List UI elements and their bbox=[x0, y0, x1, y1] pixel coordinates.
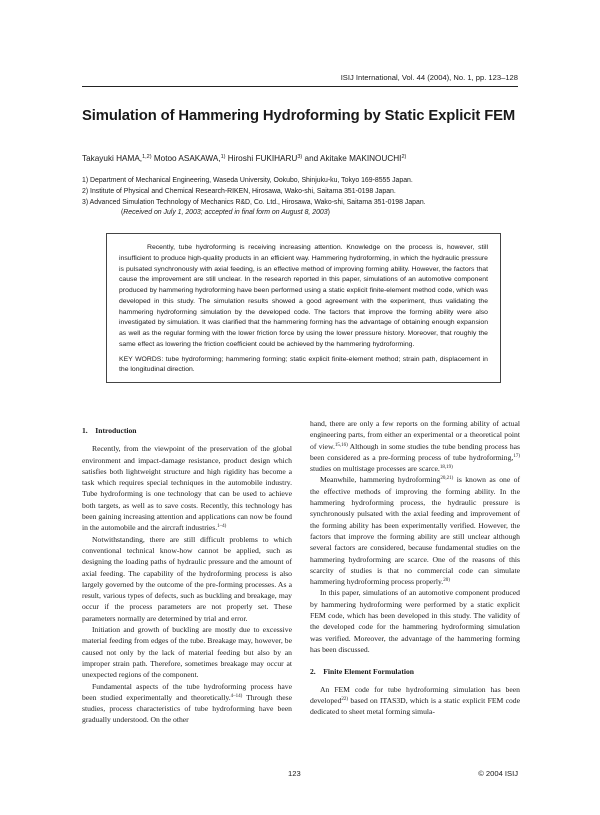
affiliation-line: 2) Institute of Physical and Chemical Research-RIKEN, Hirosawa, Wako-shi, Saitama 351-0198 Japan. bbox=[82, 188, 396, 196]
affiliation-line: 1) Department of Mechanical Engineering, Waseda University, Ookubo, Shinjuku-ku, Tokyo 169-8555 Japan. bbox=[82, 177, 413, 184]
citation-ref: 4–14) bbox=[230, 693, 243, 699]
paragraph-text: hand, there are only a few reports on the forming ability of actual engineering parts, from either an experimental or a theoretical point of view. bbox=[310, 419, 520, 451]
paper-title: Simulation of Hammering Hydroforming by Static Explicit FEM bbox=[82, 108, 516, 124]
body-paragraph bbox=[82, 681, 292, 726]
keywords-text: KEY WORDS: tube hydroforming; hammering forming; static explicit finite-element method; strain path, displacement in the longitudinal direction. bbox=[119, 355, 488, 374]
received-open-paren: ( bbox=[121, 209, 124, 216]
paragraph-text: based on ITAS3D, which is a static explicit FEM code dedicated to sheet metal forming simula- bbox=[310, 695, 520, 717]
header-rule bbox=[82, 86, 518, 87]
citation-ref: 18,19) bbox=[439, 465, 453, 471]
section-heading: 2. Finite Element Formulation bbox=[310, 667, 414, 677]
abstract-box bbox=[106, 233, 501, 383]
received-close-paren: ) bbox=[327, 209, 330, 216]
body-paragraph bbox=[310, 684, 520, 718]
affiliations bbox=[82, 175, 426, 209]
paragraph-text: Although in some studies the tube bending process has been considered as a pre-forming process of tube hydroforming, bbox=[310, 441, 520, 462]
body-paragraph: Notwithstanding, there are still difficult problems to which conventional technical know-how cannot be applied, such as designing the loading paths of hydraulic pressure and the amount of axial feeding. The capability of the hydroforming process is also largely governed by the outcome of the pre-forming processes. As a result, various types of defects, such as buckling and breakage, may occur if the process parameters are not properly set. These parameters normally are determined by trial and error. bbox=[82, 534, 292, 623]
body-column-left bbox=[82, 419, 292, 726]
body-paragraph bbox=[310, 474, 520, 587]
citation-ref: 22) bbox=[341, 696, 349, 702]
author-name: Motoo ASAKAWA, bbox=[151, 154, 221, 163]
paragraph-text: Recently, from the viewpoint of the preservation of the global environment and impact-damage resistance, product design which satisfies both lightweight structure and high rigidity has become a task which requires special techniques in the automobile industry. Tube hydroforming is one technology that can be used to achieve both targets, as well as to save costs. Recently, this technology has been gaining increasing attention and applications can now be found in the automobile and the aircraft industries. bbox=[82, 444, 292, 533]
author-affiliation-mark: 1,2) bbox=[142, 154, 152, 160]
author-affiliation-mark: 3) bbox=[297, 154, 303, 160]
paragraph-text: Through these studies, process characteristics of tube hydroforming have been gradually understood. On the other bbox=[82, 692, 293, 725]
body-paragraph: Initiation and growth of buckling are mostly due to excessive material feeding from edges of the tube. Breakage may, however, be caused not only by the lack of material feeding but also by an improper strain path. Therefore, sometimes breakage may occur at unexpected regions of the component. bbox=[82, 625, 292, 680]
paragraph-text: studies on multistage processes are scarce. bbox=[310, 464, 440, 474]
author-name: and Akitake MAKINOUCHI bbox=[302, 154, 402, 163]
affiliation-line: 3) Advanced Simulation Technology of Mechanics R&D, Co. Ltd., Hirosawa, Wako-shi, Saitama 351-0198 Japan. bbox=[82, 199, 426, 207]
received-text: Received on July 1, 2003; accepted in final form on August 8, 2003 bbox=[123, 209, 328, 216]
citation-ref: 17) bbox=[513, 453, 520, 459]
body-column-right bbox=[310, 418, 520, 717]
received-dates bbox=[121, 209, 330, 216]
page-number: 123 bbox=[288, 769, 301, 778]
copyright-notice: © 2004 ISIJ bbox=[478, 769, 518, 778]
paragraph-text: An FEM code for tube hydroforming simulation has been developed bbox=[310, 684, 520, 705]
paragraph-text: Meanwhile, hammering hydroforming bbox=[320, 475, 441, 485]
author-name: Takayuki HAMA, bbox=[82, 154, 143, 163]
body-paragraph bbox=[310, 418, 520, 474]
section-heading: 1. Introduction bbox=[82, 426, 137, 435]
paragraph-text: Fundamental aspects of the tube hydroforming process have been studied experimentally and theoretically. bbox=[82, 681, 292, 702]
author-list bbox=[82, 154, 406, 163]
abstract-text: Recently, tube hydroforming is receiving increasing attention. Knowledge on the process is, however, still insufficient to produce high-quality products in an efficient way. Hammering hydroforming, in which the hydraulic pressure is pulsated synchronously with axial feeding, is an effective method of improving forming ability. However, the factors that cause the improvement are still unclear. In the research reported in this paper, simulations of an automotive component produced by hammering hydroforming have been performed using a static explicit finite-element method code, which was developed in this study. The simulation results showed a good agreement with the experiment, thus validating the hammering hydroforming simulation by the developed code. The factors that improve the forming ability were also investigated by simulation. It was clarified that the hammering forming has the advantage of obtaining enough expansion as well as the regular forming with the lower friction force by using the lower pressure history. Moreover, that roughly the same effect as lowering the friction coefficient could be achieved by the hammering hydroforming. bbox=[119, 244, 488, 348]
author-affiliation-mark: 1) bbox=[220, 154, 226, 160]
citation-ref: 15,16) bbox=[334, 442, 348, 448]
citation-ref: 20) bbox=[443, 578, 450, 584]
paragraph-text: is known as one of the effective methods of improving the forming ability. In the hammering hydroforming process, the hydraulic pressure is synchronously pulsated with the axial feeding and improvement of the forming ability has been experimentally verified. However, the factors that improve the forming ability are still unclear although several factors are considered, because fundamental studies on the hammering hydroforming are scarce. One of the reasons of this scarcity of studies is that no commercial code can simulate hammering hydroforming process properly. bbox=[310, 475, 520, 587]
author-name: Hiroshi FUKIHARU bbox=[225, 154, 298, 163]
body-paragraph: In this paper, simulations of an automotive component produced by hammering hydroforming were performed by a static explicit FEM code, which has been developed in this study. The validity of the developed code for the hammering hydroforming simulation was verified. Moreover, the advantage of the hammering forming has been discussed. bbox=[310, 588, 520, 654]
author-affiliation-mark: 2) bbox=[401, 154, 407, 160]
citation-ref: 20,21) bbox=[440, 476, 454, 482]
body-paragraph bbox=[82, 443, 292, 533]
journal-citation: ISIJ International, Vol. 44 (2004), No. 1, pp. 123–128 bbox=[340, 73, 518, 82]
citation-ref: 1–4) bbox=[217, 524, 227, 530]
